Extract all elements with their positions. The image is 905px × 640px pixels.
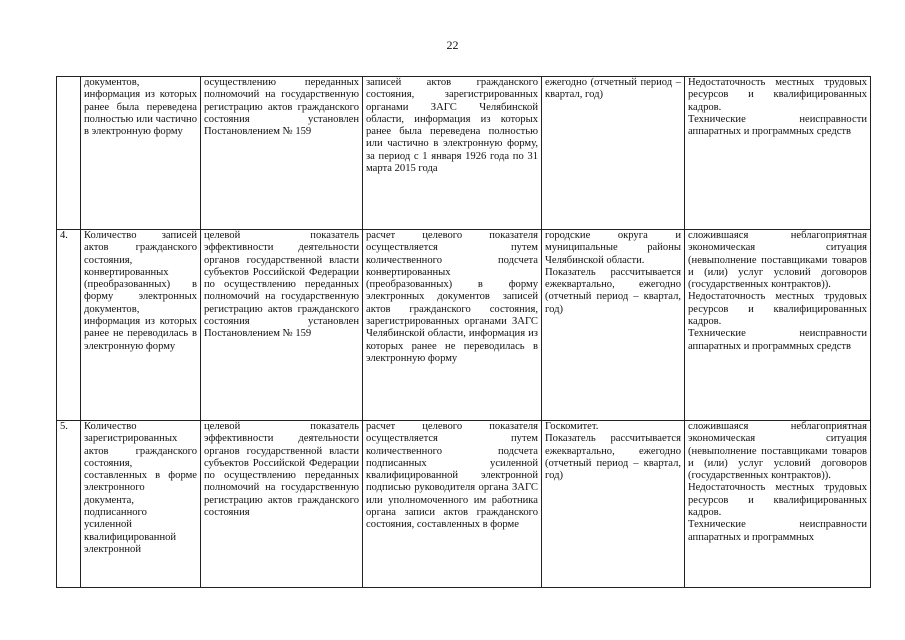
table-row — [57, 230, 871, 421]
row-number: 5. — [57, 421, 81, 588]
indicator-name-cell: документов, информация из которых ранее была переведена полностью или частично в электронную форму — [81, 77, 201, 230]
indicator-basis-cell: целевой показатель эффективности деятельности органов государственной власти субъектов Российской Федерации по осуществлению переданных полномочий на государственную регистрацию актов гражданского состояния установлен Постановлением № 159 — [201, 230, 363, 421]
reporting-period-cell: ежегодно (отчетный период – квартал, год) — [542, 77, 685, 230]
reporting-period-cell: городские округа и муниципальные районы Челябинской области. Показатель рассчитывается ежеквартально, ежегодно (отчетный период – квартал, год) — [542, 230, 685, 421]
risk-factors-cell: Недостаточность местных трудовых ресурсов и квалифицированных кадров. Технические неисправности аппаратных и программных средств — [685, 77, 871, 230]
indicator-name-cell: Количество записей актов гражданского состояния, конвертированных (преобразованных) в форму электронных документов, информация из которых ранее не переводилась в электронную форму — [81, 230, 201, 421]
calculation-method-cell: расчет целевого показателя осуществляется путем количественного подсчета подписанных усиленной квалифицированной электронной подписью руководителя органа ЗАГС или уполномоченного им работника органа записи актов гражданского состояния, составленных в форме — [363, 421, 542, 588]
row-number: 4. — [57, 230, 81, 421]
risk-factors-cell: сложившаяся неблагоприятная экономическая ситуация (невыполнение поставщиками товаров и (или) услуг условий договоров (государственных контрактов)). Недостаточность местных трудовых ресурсов и квалифицированных кадров. Технические неисправности аппаратных и программных средств — [685, 230, 871, 421]
calculation-method-cell: расчет целевого показателя осуществляется путем количественного подсчета конвертированных (преобразованных) в форму электронных документов записей актов гражданского состояния, зарегистрированных органами ЗАГС Челябинской области, информация из которых ранее не переводилась в электронную форму — [363, 230, 542, 421]
indicator-basis-cell: осуществлению переданных полномочий на государственную регистрацию актов гражданского состояния установлен Постановлением № 159 — [201, 77, 363, 230]
risk-factors-cell: сложившаяся неблагоприятная экономическая ситуация (невыполнение поставщиками товаров и (или) услуг условий договоров (государственных контрактов)). Недостаточность местных трудовых ресурсов и квалифицированных кадров. Технические неисправности аппаратных и программных — [685, 421, 871, 588]
page-number: 22 — [446, 38, 459, 52]
indicator-name-cell: Количество зарегистрированных актов гражданского состояния, составленных в форме электронного документа, подписанного усиленной квалифицированной электронной — [81, 421, 201, 588]
table-row — [57, 77, 871, 230]
table-row — [57, 421, 871, 588]
row-number — [57, 77, 81, 230]
reporting-period-cell: Госкомитет. Показатель рассчитывается ежеквартально, ежегодно (отчетный период – квартал, год) — [542, 421, 685, 588]
indicators-table — [56, 76, 871, 588]
calculation-method-cell: записей актов гражданского состояния, зарегистрированных органами ЗАГС Челябинской области, информация из которых ранее была переведена полностью или частично в электронную форму, за период с 1 января 1926 года по 31 марта 2015 года — [363, 77, 542, 230]
indicator-basis-cell: целевой показатель эффективности деятельности органов государственной власти субъектов Российской Федерации по осуществлению переданных полномочий на государственную регистрацию актов гражданского состояния — [201, 421, 363, 588]
